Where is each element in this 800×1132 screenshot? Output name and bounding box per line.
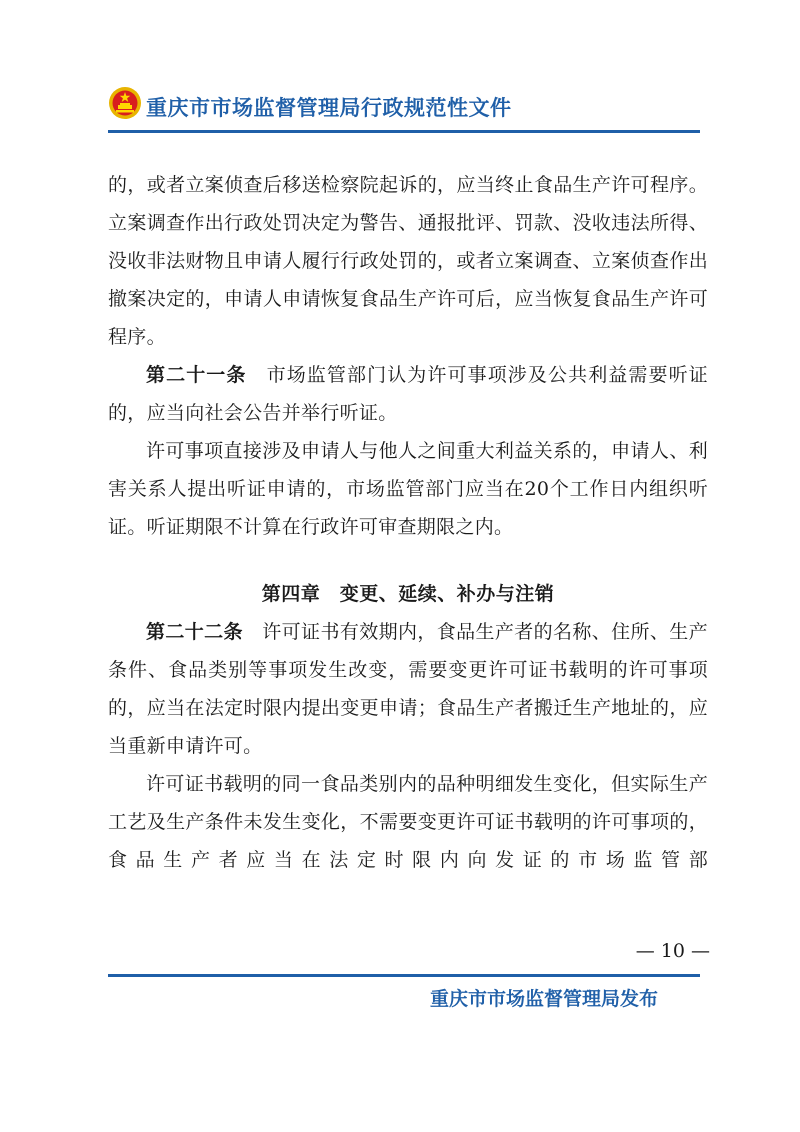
- article-heading: 第二十二条: [146, 621, 243, 643]
- footer-rule: [108, 974, 700, 977]
- article-heading: 第二十一条: [146, 364, 247, 386]
- article-22: [108, 613, 708, 765]
- document-header: [108, 86, 708, 132]
- article-text: 市场监管部门认为许可事项涉及公共利益需要听证的，应当向社会公告并举行听证。: [108, 364, 708, 424]
- chapter-heading: 第四章 变更、延续、补办与注销: [261, 583, 555, 605]
- page-number: — 10 —: [635, 940, 710, 962]
- paragraph: 许可事项直接涉及申请人与他人之间重大利益关系的，申请人、利害关系人提出听证申请的，市场监管部门应当在20个工作日内组织听证。听证期限不计算在行政许可审查期限之内。: [108, 440, 708, 538]
- article-text: 许可证书有效期内，食品生产者的名称、住所、生产条件、食品类别等事项发生改变，需要变更许可证书载明的许可事项的，应当在法定时限内提出变更申请；食品生产者搬迁生产地址的，应当重新申请许可。: [108, 621, 708, 757]
- header-title: 重庆市市场监督管理局行政规范性文件: [146, 96, 512, 120]
- document-body: [108, 166, 708, 879]
- national-emblem-icon: [108, 86, 142, 120]
- header-rule: [108, 130, 700, 133]
- paragraph: 许可证书载明的同一食品类别内的品种明细发生变化，但实际生产工艺及生产条件未发生变化，不需要变更许可证书载明的许可事项的，食品生产者应当在法定时限内向发证的市场监管部: [108, 773, 708, 871]
- footer-publisher: 重庆市市场监督管理局发布: [430, 988, 659, 1010]
- article-21: [108, 356, 708, 432]
- paragraph: 的，或者立案侦查后移送检察院起诉的，应当终止食品生产许可程序。立案调查作出行政处罚决定为警告、通报批评、罚款、没收违法所得、没收非法财物且申请人履行行政处罚的，或者立案调查、立案侦查作出撤案决定的，申请人申请恢复食品生产许可后，应当恢复食品生产许可程序。: [108, 174, 708, 348]
